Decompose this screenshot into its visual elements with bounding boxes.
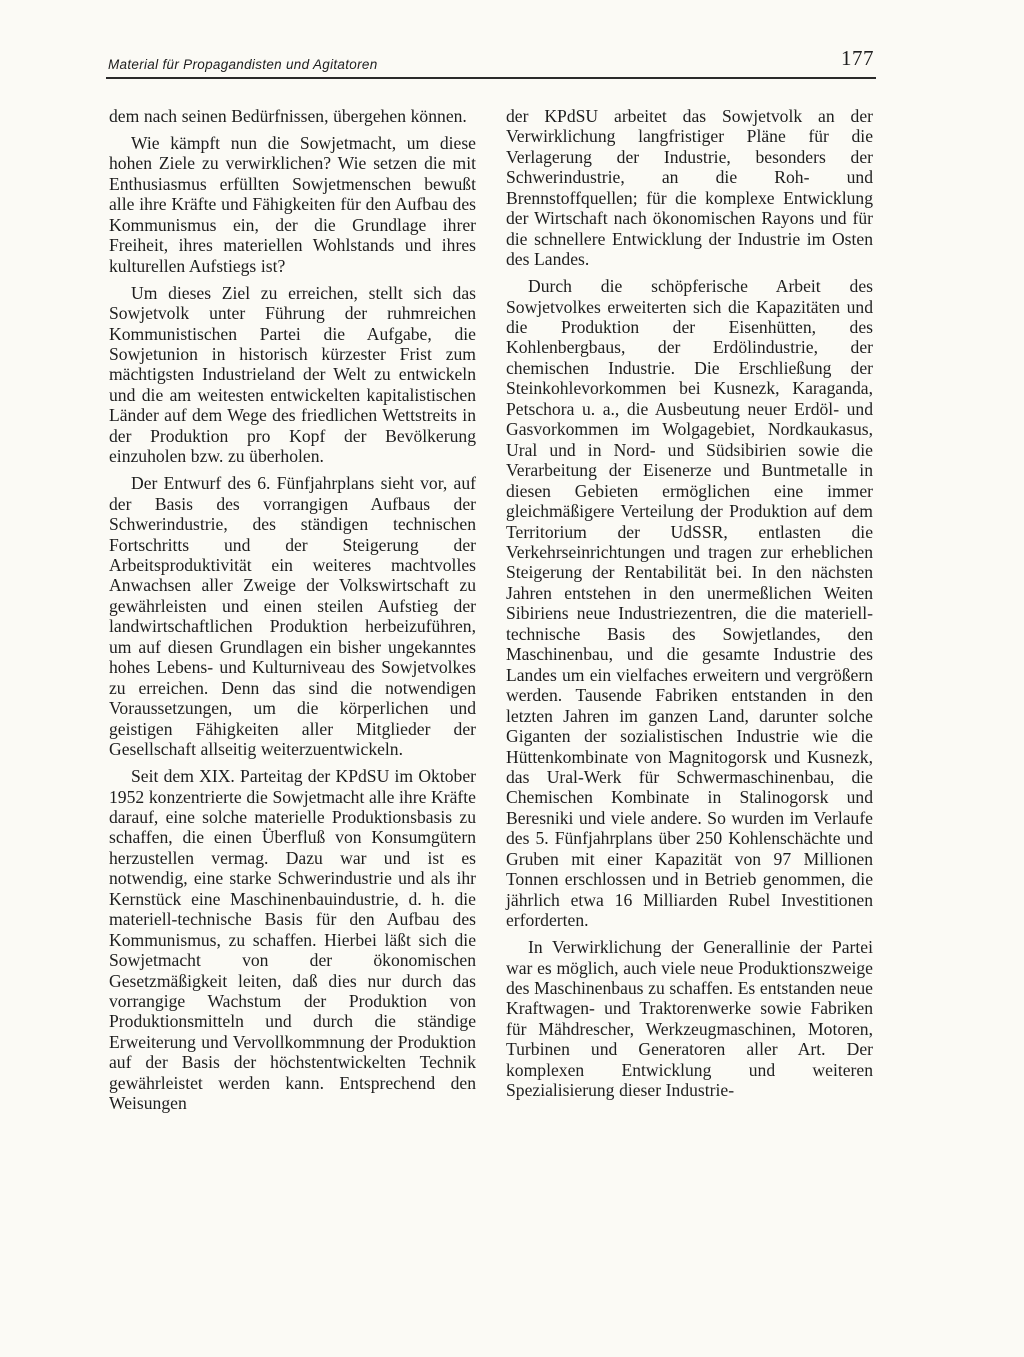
paragraph: Um dieses Ziel zu erreichen, stellt sich das Sowjetvolk unter Führung der ruhmreichen Kommunistischen Partei die Aufgabe, die Sowjetunion in historisch kürzester Frist zum mächtigsten Industrieland der Welt zu entwickeln und die am weitesten entwickelten kapitalistischen Länder auf dem Wege des friedlichen Wettstreits in der Produktion pro Kopf der Bevölkerung einzuholen bzw. zu überholen. [109,282,476,467]
paragraph-continuation: der KPdSU arbeitet das Sowjetvolk an der Verwirklichung langfristiger Pläne für die Verlagerung der Industrie, besonders der Schwerindustrie, an die Roh- und Brennstoffquellen; für die komplexe Entwicklung der Wirtschaft nach ökonomischen Rayons und für die schnellere Entwicklung der Industrie im Osten des Landes. [506,106,873,270]
paragraph: Durch die schöpferische Arbeit des Sowjetvolkes erweiterten sich die Kapazitäten und die Produktion der Eisenhütten, des Kohlenbergbaus, der Erdölindustrie, der chemischen Industrie. Die Erschließung der Steinkohlevorkommen bei Kusnezk, Karaganda, Petschora u. a., die Ausbeutung neuer Erdöl- und Gasvorkommen im Wolgagebiet, Nordkaukasus, Ural und in Nord- und Südsibirien sowie die Verarbeitung der Eisenerze und Buntmetalle in diesen Gebieten ermöglichen eine immer gleichmäßigere Verteilung der Produktion auf dem Territorium der UdSSR, entlasten die Verkehrseinrichtungen und tragen zur erheblichen Steigerung der Rentabilität bei. In den nächsten Jahren entstehen in den unermeßlichen Weiten Sibiriens neue Industriezentren, die die materiell-technische Basis des Sowjetlandes, den Maschinenbau, und die gesamte Industrie des Landes um ein vielfaches erweitern und vergrößern werden. Tausende Fabriken entstanden in den letzten Jahren im ganzen Land, darunter solche Giganten der sozialistischen Industrie wie die Hüttenkombinate von Magnitogorsk und Kusnezk, das Ural-Werk für Schwermaschinenbau, die Chemischen Kombinate in Stalinogorsk und Beresniki und viele andere. So wurden im Verlaufe des 5. Fünfjahrplans über 250 Kohlenschächte und Gruben mit einer Kapazität von 97 Millionen Tonnen erschlossen und in Betrieb genommen, die jährlich etwa 16 Milliarden Rubel Investitionen erforderten. [506,276,873,931]
right-text-column [506,106,873,1107]
paragraph: In Verwirklichung der Generallinie der Partei war es möglich, auch viele neue Produktionszweige des Maschinenbaus zu schaffen. Es entstanden neue Kraftwagen- und Traktorenwerke sowie Fabriken für Mähdrescher, Werkzeugmaschinen, Motoren, Turbinen und Generatoren aller Art. Der komplexen Entwicklung und weiteren Spezialisierung dieser Industrie- [506,937,873,1101]
left-text-column [109,106,476,1120]
paragraph: Der Entwurf des 6. Fünfjahrplans sieht vor, auf der Basis des vorrangigen Aufbaus der Schwerindustrie, des ständigen technischen Fortschritts und der Steigerung der Arbeitsproduktivität ein weiteres machtvolles Anwachsen aller Zweige der Volkswirtschaft zu gewährleisten und einen steilen Aufstieg der landwirtschaftlichen Produktion herbeizuführen, um auf diesen Grundlagen ein bisher ungekanntes hohes Lebens- und Kulturniveau des Sowjetvolkes zu erreichen. Denn das sind die notwendigen Voraussetzungen, um die körperlichen und geistigen Fähigkeiten aller Mitglieder der Gesellschaft allseitig weiterzuentwickeln. [109,473,476,760]
paragraph: Wie kämpft nun die Sowjetmacht, um diese hohen Ziele zu verwirklichen? Wie setzen die mit Enthusiasmus erfüllten Sowjetmenschen bewußt alle ihre Kräfte und Fähigkeiten für den Aufbau des Kommunismus ein, der die Grundlage ihrer Freiheit, ihres materiellen Wohlstands und ihres kulturellen Aufstiegs ist? [109,132,476,276]
running-title: Material für Propagandisten und Agitatoren [108,57,378,72]
page-number: 177 [841,46,874,70]
paragraph-continuation: dem nach seinen Bedürfnissen, übergehen können. [109,106,467,126]
header-rule [106,77,876,79]
paragraph: Seit dem XIX. Parteitag der KPdSU im Oktober 1952 konzentrierte die Sowjetmacht alle ihre Kräfte darauf, eine solche materielle Produktionsbasis zu schaffen, die einen Überfluß von Konsumgütern herzustellen vermag. Dazu war und ist es notwendig, eine starke Schwerindustrie und als ihr Kernstück eine Maschinenbauindustrie, d. h. die materiell-technische Basis für den Aufbau des Kommunismus, zu schaffen. Hierbei läßt sich die Sowjetmacht von der ökonomischen Gesetzmäßigkeit leiten, daß dies nur durch das vorrangige Wachstum der Produktion von Produktionsmitteln und durch die ständige Erweiterung und Vervollkommnung der Produktion auf der Basis der höchstentwickelten Technik gewährleistet werden kann. Entsprechend den Weisungen [109,766,476,1114]
